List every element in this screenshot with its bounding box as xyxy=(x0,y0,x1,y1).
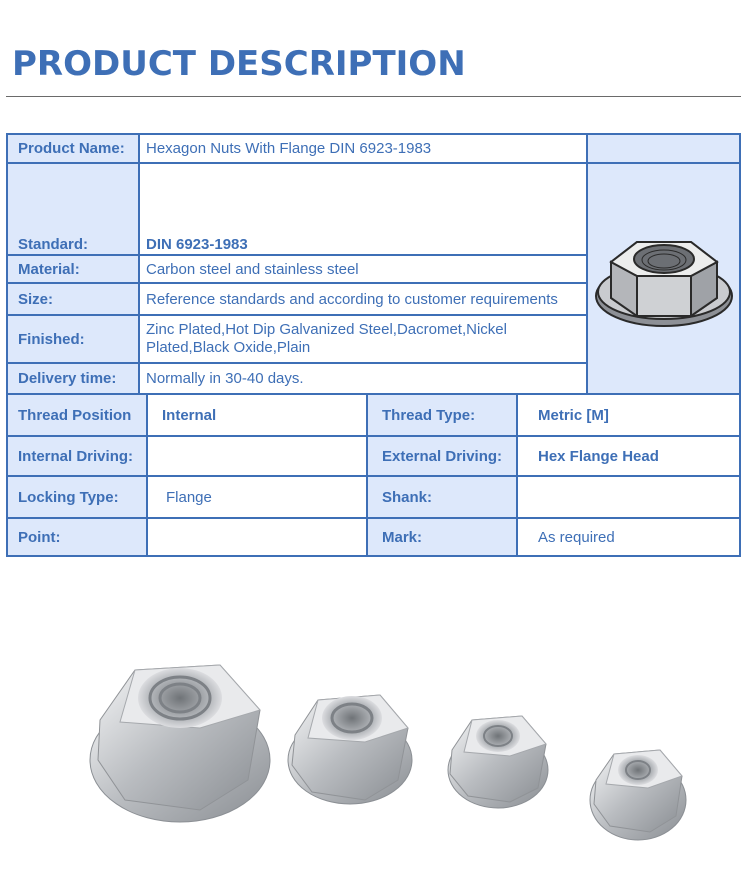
standard-value: DIN 6923-1983 xyxy=(139,163,587,255)
attr-row-2 xyxy=(7,436,740,476)
thread-position-value: Internal xyxy=(147,394,367,436)
spec-table xyxy=(6,133,741,395)
attr-row-1 xyxy=(7,394,740,436)
nut-smallest xyxy=(590,750,686,840)
nut-drawing-cell xyxy=(587,163,740,394)
external-driving-value: Hex Flange Head xyxy=(517,436,740,476)
shank-value xyxy=(517,476,740,518)
internal-driving-label: Internal Driving: xyxy=(7,436,147,476)
nut-medium xyxy=(288,695,412,804)
flange-nuts-photo xyxy=(80,640,700,860)
attr-row-4 xyxy=(7,518,740,556)
product-name-value: Hexagon Nuts With Flange DIN 6923-1983 xyxy=(139,134,587,163)
nut-small xyxy=(448,716,548,808)
mark-value: As required xyxy=(517,518,740,556)
delivery-value: Normally in 30-40 days. xyxy=(139,363,587,394)
spec-row-product-name xyxy=(7,134,740,163)
thread-type-label: Thread Type: xyxy=(367,394,517,436)
spec-row-standard xyxy=(7,163,740,255)
flange-nut-drawing xyxy=(589,214,739,344)
nut-large xyxy=(90,665,270,822)
size-label: Size: xyxy=(7,283,139,315)
thread-type-value: Metric [M] xyxy=(517,394,740,436)
point-label: Point: xyxy=(7,518,147,556)
spec-image-header-cell xyxy=(587,134,740,163)
page-title: PRODUCT DESCRIPTION xyxy=(12,44,466,84)
finished-value: Zinc Plated,Hot Dip Galvanized Steel,Dacromet,Nickel Plated,Black Oxide,Plain xyxy=(139,315,587,363)
size-value: Reference standards and according to customer requirements xyxy=(139,283,587,315)
heading-divider xyxy=(6,96,741,97)
locking-type-label: Locking Type: xyxy=(7,476,147,518)
point-value xyxy=(147,518,367,556)
external-driving-label: External Driving: xyxy=(367,436,517,476)
standard-label: Standard: xyxy=(7,163,139,255)
locking-type-value: Flange xyxy=(147,476,367,518)
attributes-table xyxy=(6,393,741,557)
thread-position-label: Thread Position xyxy=(7,394,147,436)
material-label: Material: xyxy=(7,255,139,283)
delivery-label: Delivery time: xyxy=(7,363,139,394)
product-name-label: Product Name: xyxy=(7,134,139,163)
internal-driving-value xyxy=(147,436,367,476)
mark-label: Mark: xyxy=(367,518,517,556)
attr-row-3 xyxy=(7,476,740,518)
shank-label: Shank: xyxy=(367,476,517,518)
material-value: Carbon steel and stainless steel xyxy=(139,255,587,283)
finished-label: Finished: xyxy=(7,315,139,363)
